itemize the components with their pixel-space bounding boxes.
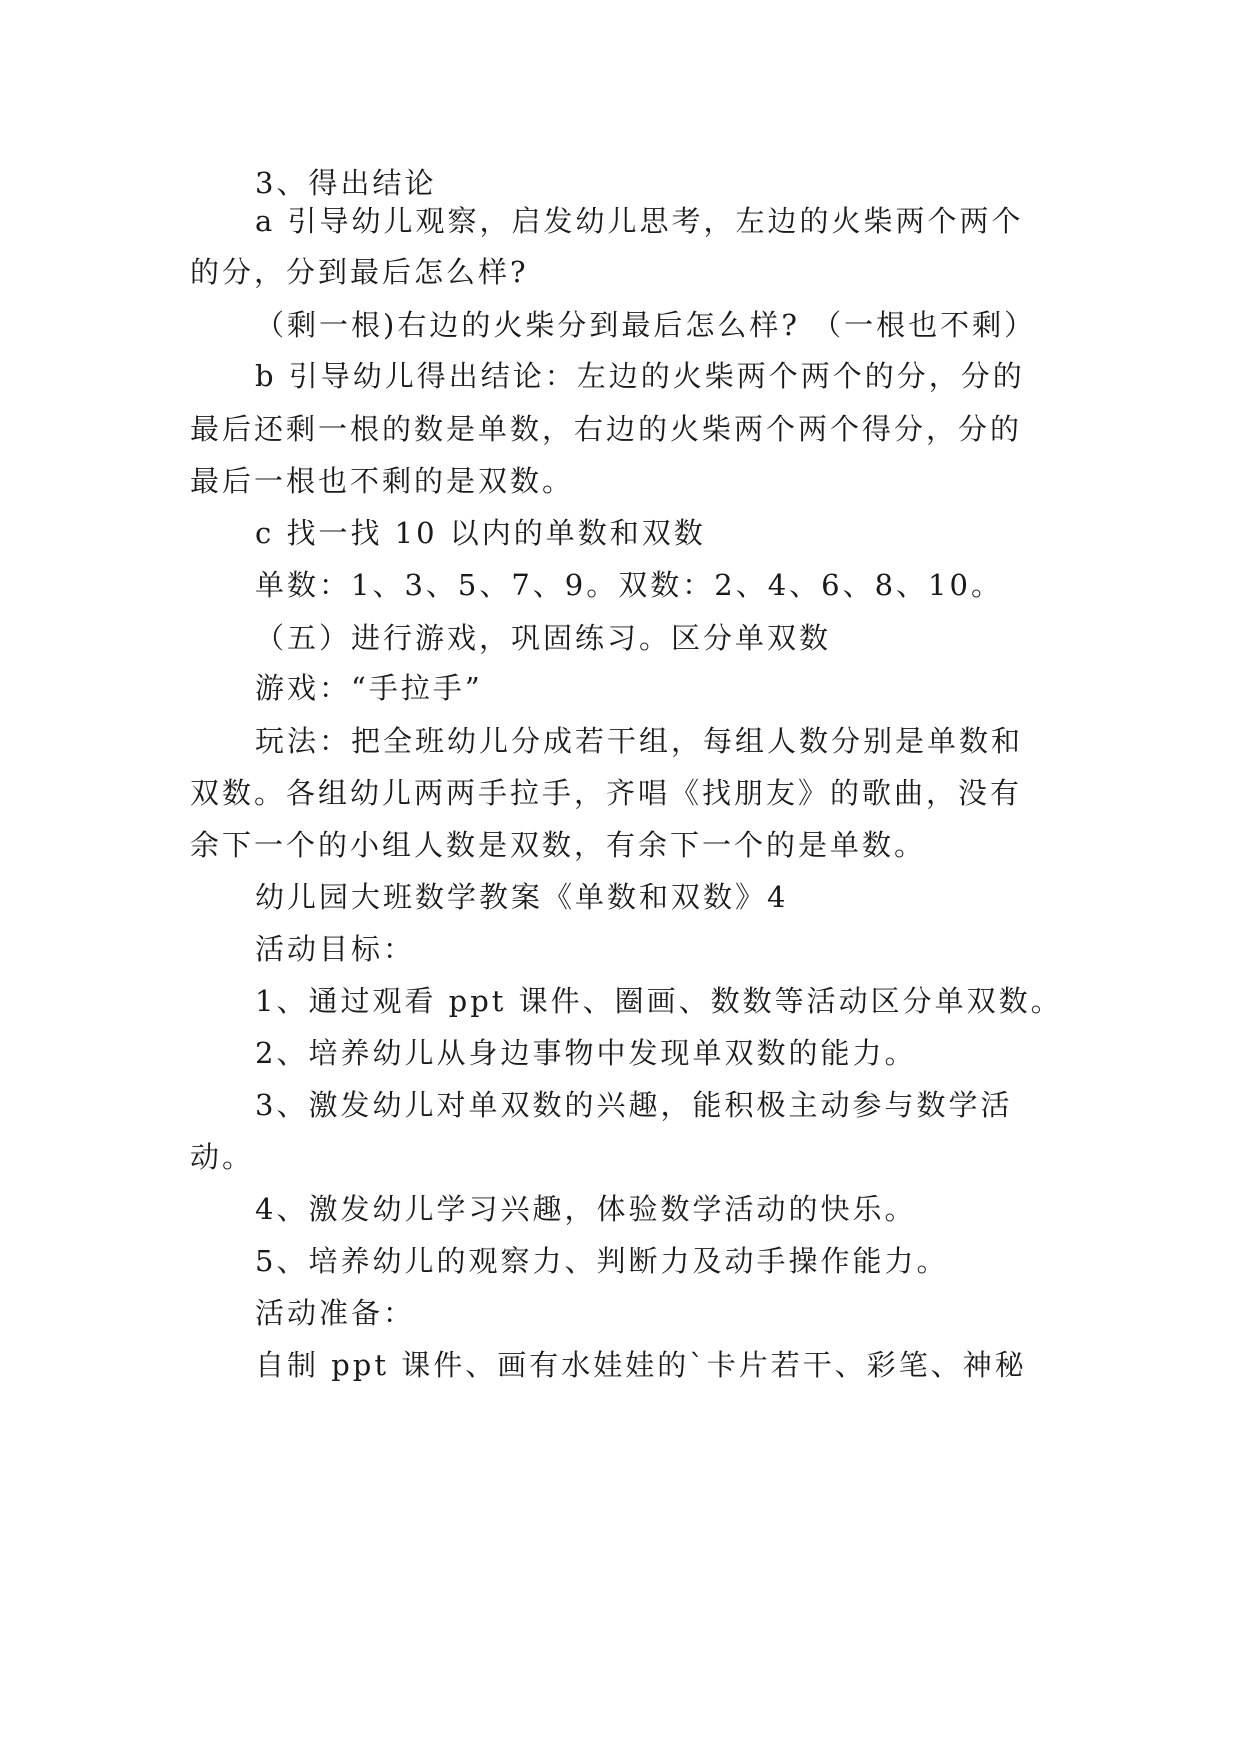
paragraph-line: 双数。各组幼儿两两手拉手，齐唱《找朋友》的歌曲，没有 [190,776,1023,810]
paragraph-line: 的分，分到最后怎么样? [190,255,529,289]
paragraph-line: 1、通过观看 ppt 课件、圈画、数数等活动区分单双数。 [255,984,1063,1018]
paragraph-line: 3、得出结论 [255,166,437,200]
paragraph-line: 活动目标： [255,932,416,966]
paragraph-line: 最后一根也不剩的是双数。 [190,464,575,498]
paragraph-line: 活动准备： [255,1296,416,1330]
paragraph-line: 幼儿园大班数学教案《单数和双数》4 [255,880,789,914]
paragraph-line: a 引导幼儿观察，启发幼儿思考，左边的火柴两个两个 [255,204,1024,238]
paragraph-line: b 引导幼儿得出结论：左边的火柴两个两个的分，分的 [255,359,1025,393]
paragraph-line: 玩法：把全班幼儿分成若干组，每组人数分别是单数和 [255,724,1024,758]
paragraph-line: 2、培养幼儿从身边事物中发现单双数的能力。 [255,1036,917,1070]
paragraph-line: 游戏：“手拉手” [255,671,483,705]
paragraph-line: 4、激发幼儿学习兴趣，体验数学活动的快乐。 [255,1192,917,1226]
paragraph-line: 余下一个的小组人数是双数，有余下一个的是单数。 [190,828,927,862]
paragraph-line: 自制 ppt 课件、画有水娃娃的`卡片若干、彩笔、神秘 [255,1348,1027,1382]
paragraph-line: （五）进行游戏，巩固练习。区分单双数 [255,621,832,655]
paragraph-line: c 找一找 10 以内的单数和双数 [255,516,706,550]
paragraph-line: （剩一根)右边的火柴分到最后怎么样? （一根也不剩） [255,308,1037,342]
paragraph-line: 最后还剩一根的数是单数，右边的火柴两个两个得分，分的 [190,412,1023,446]
paragraph-line: 3、激发幼儿对单双数的兴趣，能积极主动参与数学活 [255,1088,1013,1122]
paragraph-line: 动。 [190,1140,255,1174]
paragraph-line: 5、培养幼儿的观察力、判断力及动手操作能力。 [255,1244,949,1278]
paragraph-line: 单数：1、3、5、7、9。双数：2、4、6、8、10。 [255,568,1003,602]
